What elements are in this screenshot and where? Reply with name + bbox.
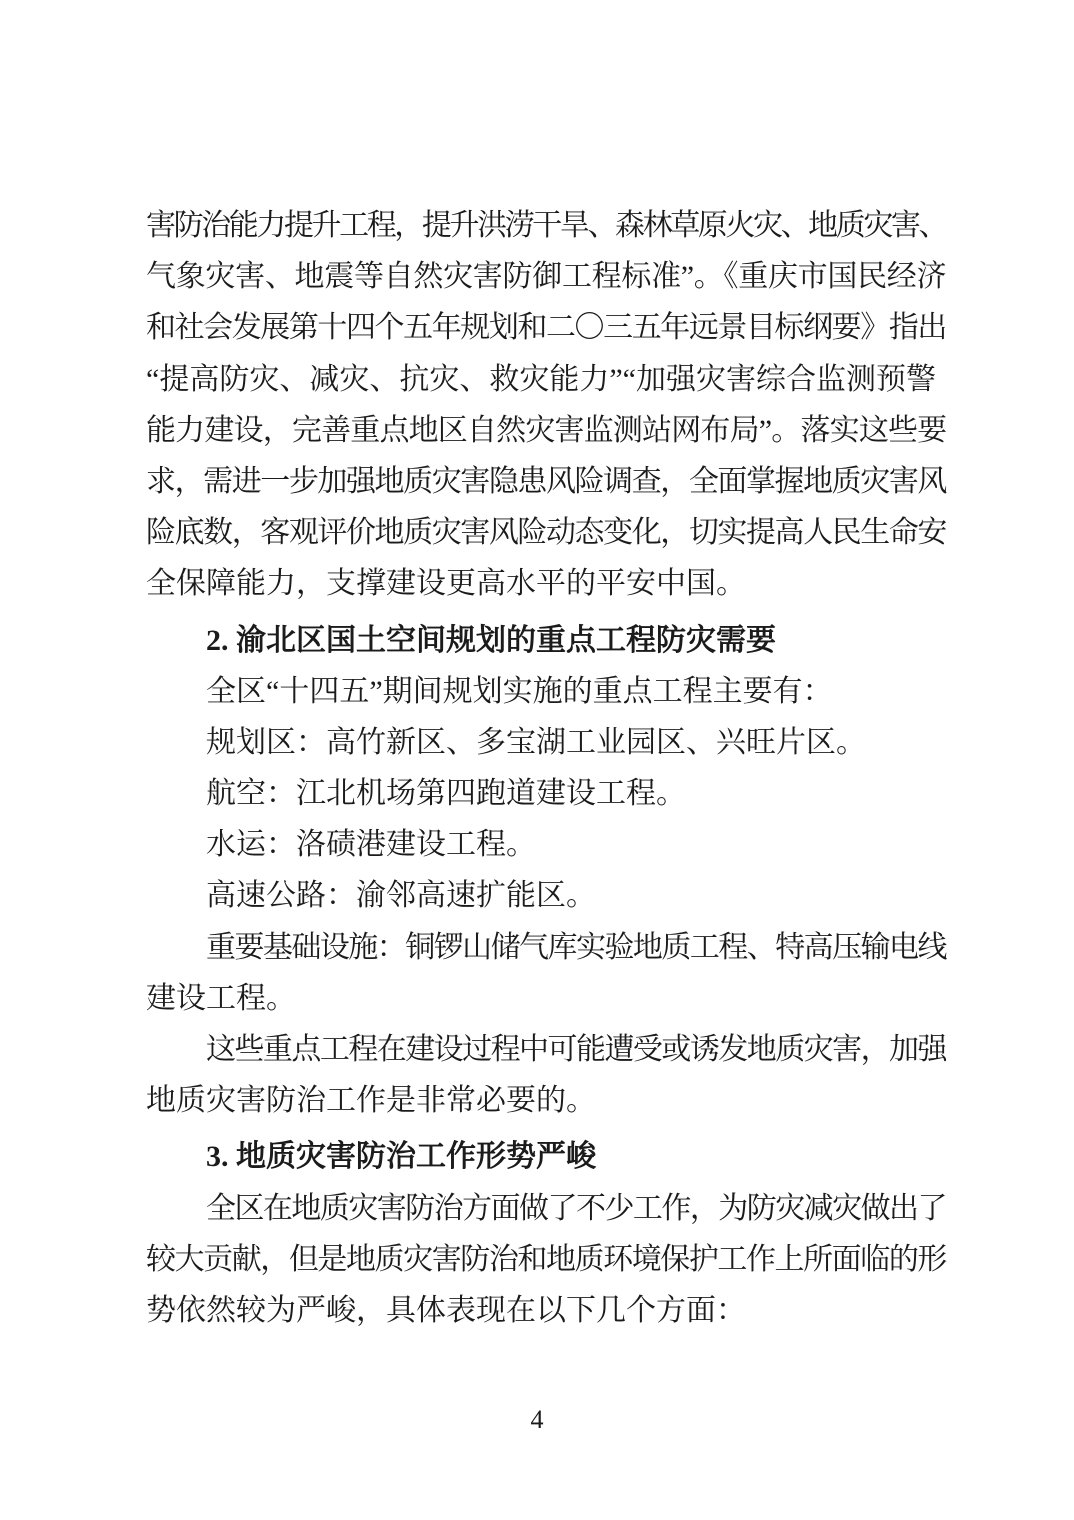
text-line: 这些重点工程在建设过程中可能遭受或诱发地质灾害，加强 xyxy=(206,1033,946,1066)
text-block xyxy=(146,200,946,1336)
text-line: 全区在地质灾害防治方面做了不少工作，为防灾减灾做出了 xyxy=(206,1191,946,1225)
text-line: 气象灾害、地震等自然灾害防御工程标准”。《重庆市国民经济 xyxy=(146,260,947,294)
text-line: 水运：洛碛港建设工程。 xyxy=(206,828,536,862)
page-number: 4 xyxy=(530,1405,544,1434)
text-line: 高速公路：渝邻高速扩能区。 xyxy=(206,879,596,913)
text-line: 航空：江北机场第四跑道建设工程。 xyxy=(206,777,686,811)
text-line: 害防治能力提升工程，提升洪涝干旱、森林草原火灾、地质灾害、 xyxy=(146,209,947,242)
section-heading: 2. 渝北区国土空间规划的重点工程防灾需要 xyxy=(206,623,776,657)
text-line: 较大贡献，但是地质灾害防治和地质环境保护工作上所面临的形 xyxy=(146,1242,946,1276)
text-line: “提高防灾、减灾、抗灾、救灾能力”“加强灾害综合监测预警 xyxy=(146,362,936,396)
text-line: 全保障能力，支撑建设更高水平的平安中国。 xyxy=(146,567,746,601)
text-line: 规划区：高竹新区、多宝湖工业园区、兴旺片区。 xyxy=(206,725,866,759)
text-line: 重要基础设施：铜锣山储气库实验地质工程、特高压输电线 xyxy=(206,930,946,964)
text-line: 求，需进一步加强地质灾害隐患风险调查，全面掌握地质灾害风 xyxy=(146,464,946,498)
text-line: 地质灾害防治工作是非常必要的。 xyxy=(146,1084,596,1118)
section-heading: 3. 地质灾害防治工作形势严峻 xyxy=(206,1140,596,1174)
text-line: 险底数，客观评价地质灾害风险动态变化，切实提高人民生命安 xyxy=(146,516,946,550)
text-line: 全区“十四五”期间规划实施的重点工程主要有： xyxy=(206,674,833,708)
text-line: 能力建设，完善重点地区自然灾害监测站网布局”。落实这些要 xyxy=(146,413,947,447)
text-line: 势依然较为严峻，具体表现在以下几个方面： xyxy=(146,1293,746,1327)
text-line: 和社会发展第十四个五年规划和二〇三五年远景目标纲要》指出 xyxy=(146,311,946,345)
text-line: 建设工程。 xyxy=(146,981,296,1015)
